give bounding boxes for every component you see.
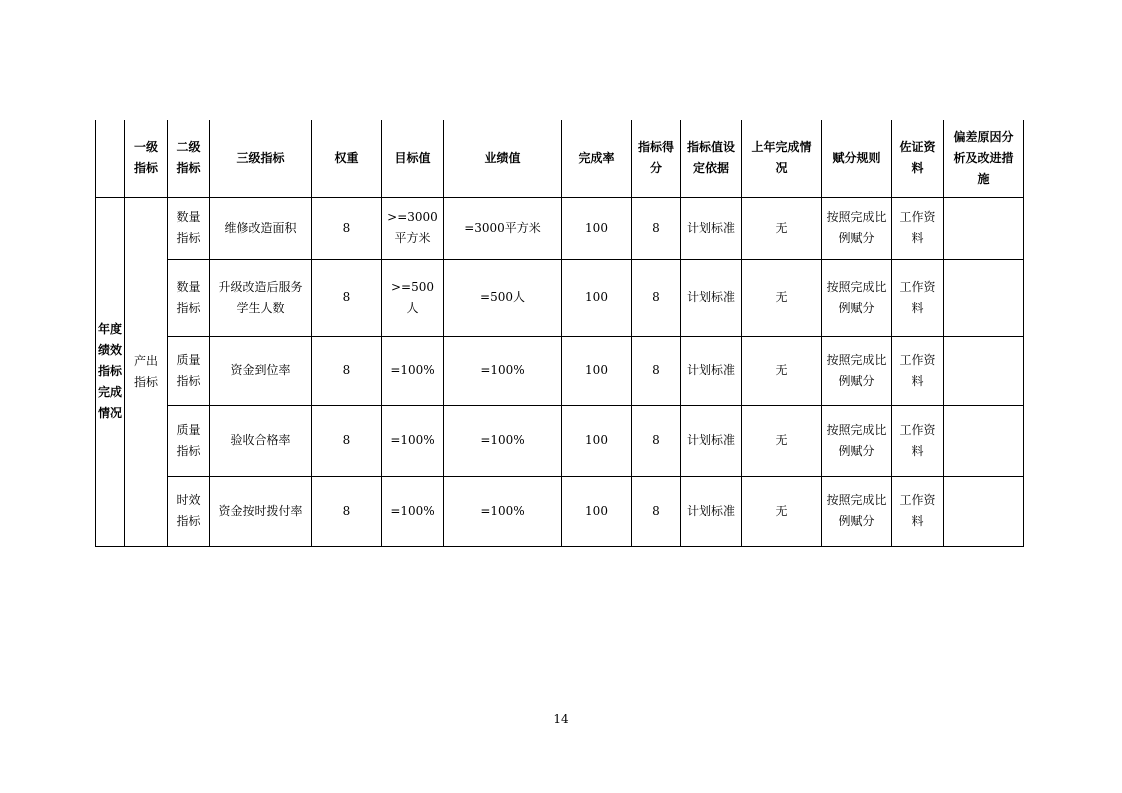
evidence-cell: 工作资料 (892, 476, 944, 546)
header-level3: 三级指标 (210, 120, 312, 197)
evidence-cell: 工作资料 (892, 405, 944, 476)
last-year-cell: 无 (742, 259, 822, 336)
last-year-cell: 无 (742, 476, 822, 546)
rate-cell: 100 (562, 197, 632, 259)
header-score: 指标得分 (632, 120, 681, 197)
header-cell (96, 120, 125, 197)
level2-cell: 时效指标 (168, 476, 210, 546)
last-year-cell: 无 (742, 336, 822, 405)
header-weight: 权重 (312, 120, 382, 197)
rate-cell: 100 (562, 336, 632, 405)
basis-cell: 计划标准 (681, 476, 742, 546)
level2-cell: 数量指标 (168, 259, 210, 336)
basis-cell: 计划标准 (681, 405, 742, 476)
deviation-cell (944, 405, 1024, 476)
basis-cell: 计划标准 (681, 336, 742, 405)
target-cell: >=3000平方米 (382, 197, 444, 259)
actual-cell: =100% (444, 476, 562, 546)
last-year-cell: 无 (742, 405, 822, 476)
score-cell: 8 (632, 476, 681, 546)
rule-cell: 按照完成比例赋分 (822, 476, 892, 546)
level2-cell: 质量指标 (168, 405, 210, 476)
rule-cell: 按照完成比例赋分 (822, 259, 892, 336)
weight-cell: 8 (312, 405, 382, 476)
rule-cell: 按照完成比例赋分 (822, 197, 892, 259)
rule-cell: 按照完成比例赋分 (822, 336, 892, 405)
score-cell: 8 (632, 336, 681, 405)
rate-cell: 100 (562, 476, 632, 546)
header-last-year: 上年完成情况 (742, 120, 822, 197)
header-basis: 指标值设定依据 (681, 120, 742, 197)
basis-cell: 计划标准 (681, 259, 742, 336)
header-target: 目标值 (382, 120, 444, 197)
last-year-cell: 无 (742, 197, 822, 259)
table-row (96, 259, 1024, 336)
actual-cell: =3000平方米 (444, 197, 562, 259)
level3-cell: 验收合格率 (210, 405, 312, 476)
evidence-cell: 工作资料 (892, 336, 944, 405)
table-row (96, 336, 1024, 405)
header-rate: 完成率 (562, 120, 632, 197)
deviation-cell (944, 476, 1024, 546)
level3-cell: 维修改造面积 (210, 197, 312, 259)
header-actual: 业绩值 (444, 120, 562, 197)
section-label: 年度绩效指标完成情况 (96, 197, 125, 546)
actual-cell: =500人 (444, 259, 562, 336)
page-number: 14 (553, 712, 569, 726)
evidence-cell: 工作资料 (892, 259, 944, 336)
table-row (96, 197, 1024, 259)
score-cell: 8 (632, 405, 681, 476)
level1-cell: 产出指标 (125, 197, 168, 546)
header-deviation: 偏差原因分析及改进措施 (944, 120, 1024, 197)
weight-cell: 8 (312, 476, 382, 546)
weight-cell: 8 (312, 197, 382, 259)
level3-cell: 升级改造后服务学生人数 (210, 259, 312, 336)
level3-cell: 资金到位率 (210, 336, 312, 405)
level2-cell: 数量指标 (168, 197, 210, 259)
evidence-cell: 工作资料 (892, 197, 944, 259)
level2-cell: 质量指标 (168, 336, 210, 405)
target-cell: =100% (382, 405, 444, 476)
weight-cell: 8 (312, 259, 382, 336)
rate-cell: 100 (562, 405, 632, 476)
target-cell: =100% (382, 336, 444, 405)
header-evidence: 佐证资料 (892, 120, 944, 197)
score-cell: 8 (632, 197, 681, 259)
target-cell: =100% (382, 476, 444, 546)
header-rule: 赋分规则 (822, 120, 892, 197)
level3-cell: 资金按时拨付率 (210, 476, 312, 546)
basis-cell: 计划标准 (681, 197, 742, 259)
header-level1: 一级指标 (125, 120, 168, 197)
score-cell: 8 (632, 259, 681, 336)
actual-cell: =100% (444, 405, 562, 476)
table-row (96, 476, 1024, 546)
deviation-cell (944, 259, 1024, 336)
actual-cell: =100% (444, 336, 562, 405)
rate-cell: 100 (562, 259, 632, 336)
header-level2: 二级指标 (168, 120, 210, 197)
table-header-row (96, 120, 1024, 197)
deviation-cell (944, 336, 1024, 405)
performance-table (95, 120, 1024, 547)
target-cell: >=500人 (382, 259, 444, 336)
table-row (96, 405, 1024, 476)
deviation-cell (944, 197, 1024, 259)
rule-cell: 按照完成比例赋分 (822, 405, 892, 476)
weight-cell: 8 (312, 336, 382, 405)
